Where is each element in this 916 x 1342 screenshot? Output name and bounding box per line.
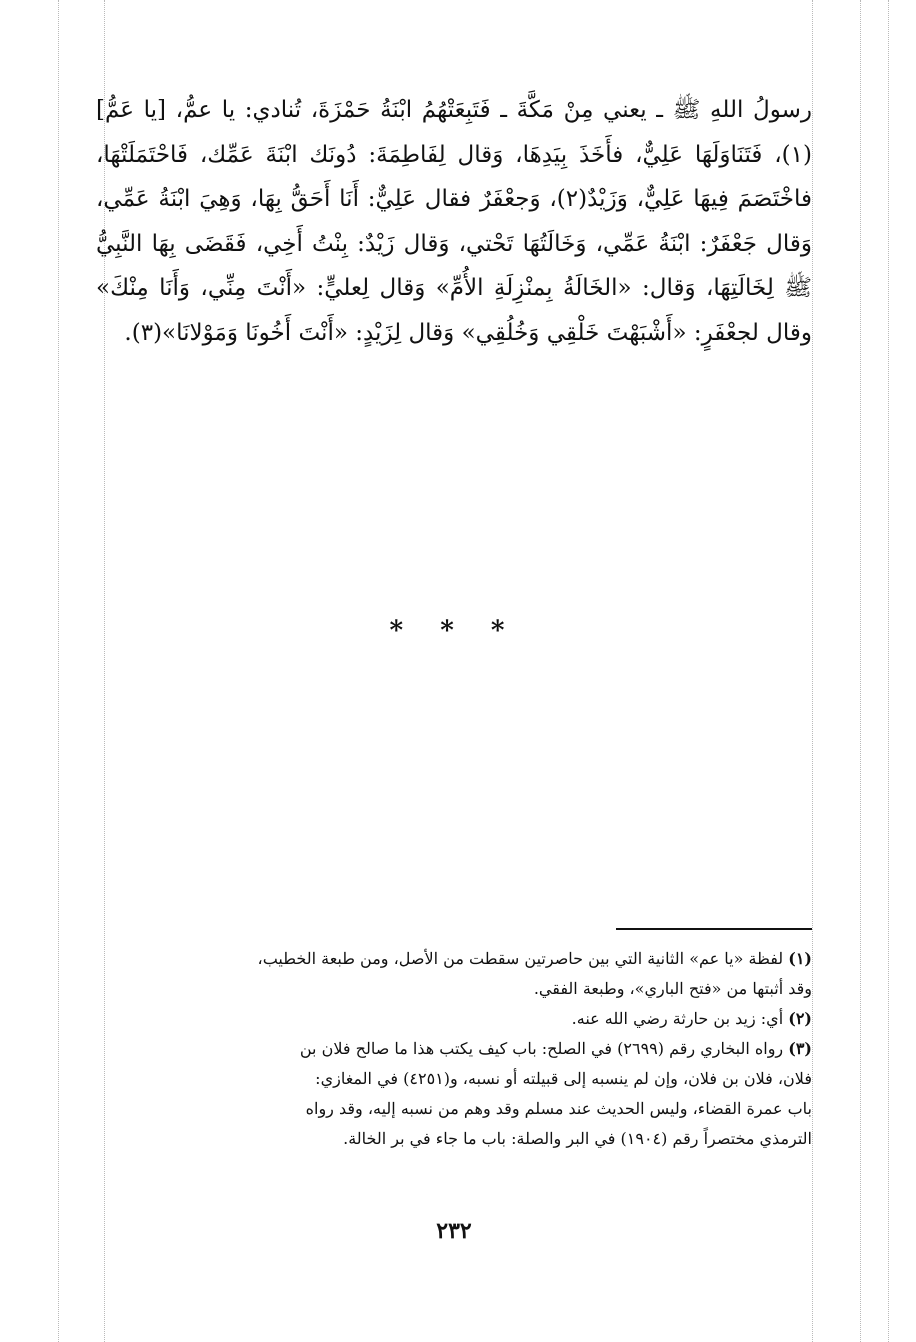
footnote-line: رواه البخاري رقم (٢٦٩٩) في الصلح: باب كيف يكتب هذا ما صالح فلان بن [299,1039,784,1058]
page-number: ٢٣٢ [436,1218,472,1244]
footnotes [96,944,812,1154]
footnote-line: فلان، فلان بن فلان، وإن لم ينسبه إلى قبيلته أو نسبه، و(٤٢٥١) في المغازي: [315,1069,812,1088]
book-page [96,88,812,1298]
footnote-line: لفظة «يا عم» الثانية التي بين حاصرتين سقطت من الأصل، ومن طبعة الخطيب، [257,949,784,968]
footnote-line: وقد أثبتها من «فتح الباري»، وطبعة الفقي. [533,979,812,998]
footnote-number: (٢) [788,1009,812,1028]
main-text-block [96,88,812,355]
footnote-number: (١) [788,949,812,968]
section-separator: * * * [389,616,519,646]
footnote-3-continuation [96,1064,812,1094]
footnote-line: الترمذي مختصراً رقم (١٩٠٤) في البر والصلة: باب ما جاء في بر الخالة. [343,1129,812,1148]
footnote-3-continuation [96,1094,812,1124]
scan-guide-line [58,0,59,1342]
scan-guide-line [812,0,813,1342]
footnote-1-continuation [96,974,812,1004]
footnote-line: باب عمرة القضاء، وليس الحديث عند مسلم وقد وهم من نسبه إليه، وقد رواه [305,1099,812,1118]
footnote-line: أي: زيد بن حارثة رضي الله عنه. [571,1009,784,1028]
scan-guide-line [888,0,889,1342]
footnote-divider [616,928,812,930]
main-paragraph: رسولُ اللهِ ﷺ ـ يعني مِنْ مَكَّةَ ـ فَتَبِعَتْهُمُ ابْنَةُ حَمْزَةَ، تُنادي: يا عمُّ، [يا عَمُّ](١)، فَتَنَاوَلَهَا عَلِيٌّ، فأَخَذَ بِيَدِهَا، وَقال لِفَاطِمَةَ: دُونَك ابْنَةَ عَمِّك، فَاحْتَمَلَتْهَا، فاخْتَصَمَ فِيهَا عَلِيٌّ، وَزَيْدٌ(٢)، وَجعْفَرٌ فقال عَلِيٌّ: أَنَا أَحَقُّ بِهَا، وَهِيَ ابْنَةُ عَمِّي، وَقال جَعْفَرٌ: ابْنَةُ عَمِّي، وَخَالَتُهَا تَحْتي، وَقال زَيْدٌ: بِنْتُ أَخِي، فَقَضَى بِهَا النَّبِيُّ ﷺ لِخَالَتِهَا، وَقال: «الخَالَةُ بِمنْزِلَةِ الأُمِّ» وَقال لِعليٍّ: «أَنْتَ مِنِّي، وَأَنَا مِنْكَ» وقال لجعْفَرٍ: «أَشْبَهْتَ خَلْقِي وَخُلُقِي» وَقال لِزَيْدٍ: «أَنْتَ أَخُونَا وَمَوْلانَا»(٣). [96,97,812,346]
footnote-1 [96,944,812,974]
footnote-3 [96,1034,812,1064]
scan-guide-line [860,0,861,1342]
footnote-2 [96,1004,812,1034]
footnote-number: (٣) [788,1039,812,1058]
footnote-3-continuation [96,1124,812,1154]
